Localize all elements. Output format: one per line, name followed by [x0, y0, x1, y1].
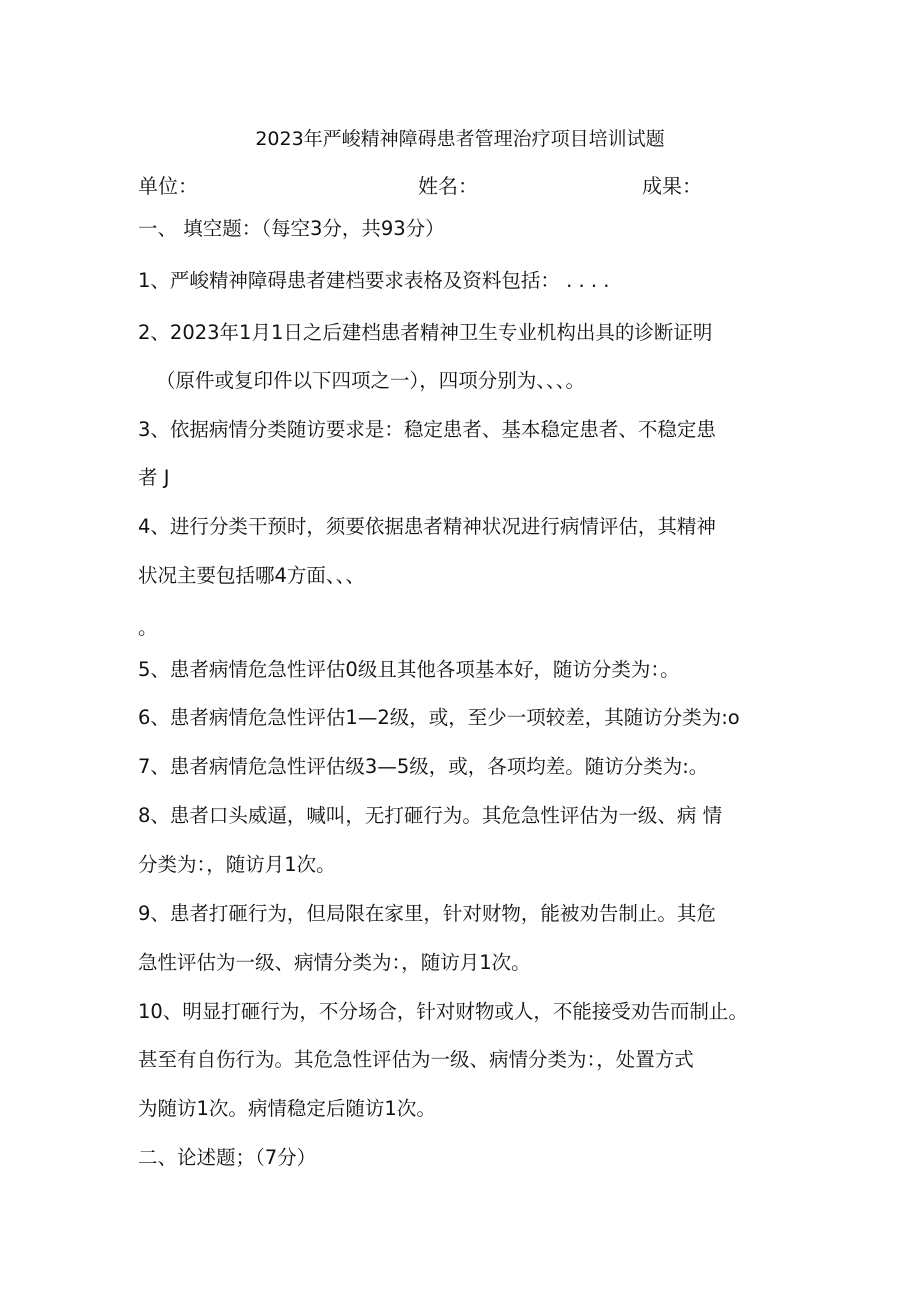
- question-10-line-3: 为随访1次。病情稳定后随访1次。: [138, 1097, 436, 1120]
- document-title: 2023年严峻精神障碍患者管理治疗项目培训试题: [255, 128, 665, 150]
- question-9-line-2: 急性评估为一级、病情分类为：，随访月1次。: [138, 951, 531, 974]
- question-4-line-1: 4、进行分类干预时，须要依据患者精神状况进行病情评估，其精神: [138, 515, 716, 538]
- section-heading-essay: 二、论述题；（7分）: [138, 1146, 317, 1169]
- question-4-line-3: 。: [138, 616, 158, 639]
- question-4-line-2: 状况主要包括哪4方面、、、: [138, 564, 365, 587]
- question-3-line-1: 3、依据病情分类随访要求是：稳定患者、基本稳定患者、不稳定患: [138, 418, 716, 441]
- score-label: 成果：: [642, 174, 702, 198]
- question-2-line-1: 2、2023年1月1日之后建档患者精神卫生专业机构出具的诊断证明: [138, 321, 713, 344]
- question-9-line-1: 9、患者打砸行为，但局限在家里，针对财物，能被劝告制止。其危: [138, 902, 716, 925]
- question-8-line-1: 8、患者口头威逼，喊叫，无打砸行为。其危急性评估为一级、病 情: [138, 804, 723, 827]
- question-2-line-2: （原件或复印件以下四项之一），四项分别为、、、。: [156, 369, 586, 392]
- question-3-line-2: 者 J: [138, 466, 170, 489]
- unit-label: 单位：: [138, 174, 198, 198]
- question-1: 1、严峻精神障碍患者建档要求表格及资料包括： . . . .: [138, 269, 610, 292]
- header-fields: [138, 170, 798, 200]
- name-label: 姓名：: [418, 174, 478, 198]
- question-6: 6、患者病情危急性评估1—2级，或，至少一项较差，其随访分类为:o: [138, 706, 740, 729]
- question-8-line-2: 分类为：，随访月1次。: [138, 853, 336, 876]
- question-10-line-2: 甚至有自伤行为。其危急性评估为一级、病情分类为：，处置方式: [138, 1048, 694, 1071]
- question-7: 7、患者病情危急性评估级3—5级，或，各项均差。随访分类为:。: [138, 755, 709, 778]
- question-10-line-1: 10、明显打砸行为，不分场合，针对财物或人，不能接受劝告而制止。: [138, 1000, 748, 1023]
- question-5: 5、患者病情危急性评估0级且其他各项基本好，随访分类为：。: [138, 658, 680, 681]
- section-heading-fill-blank: 一、 填空题：（每空3分，共93分）: [138, 217, 445, 240]
